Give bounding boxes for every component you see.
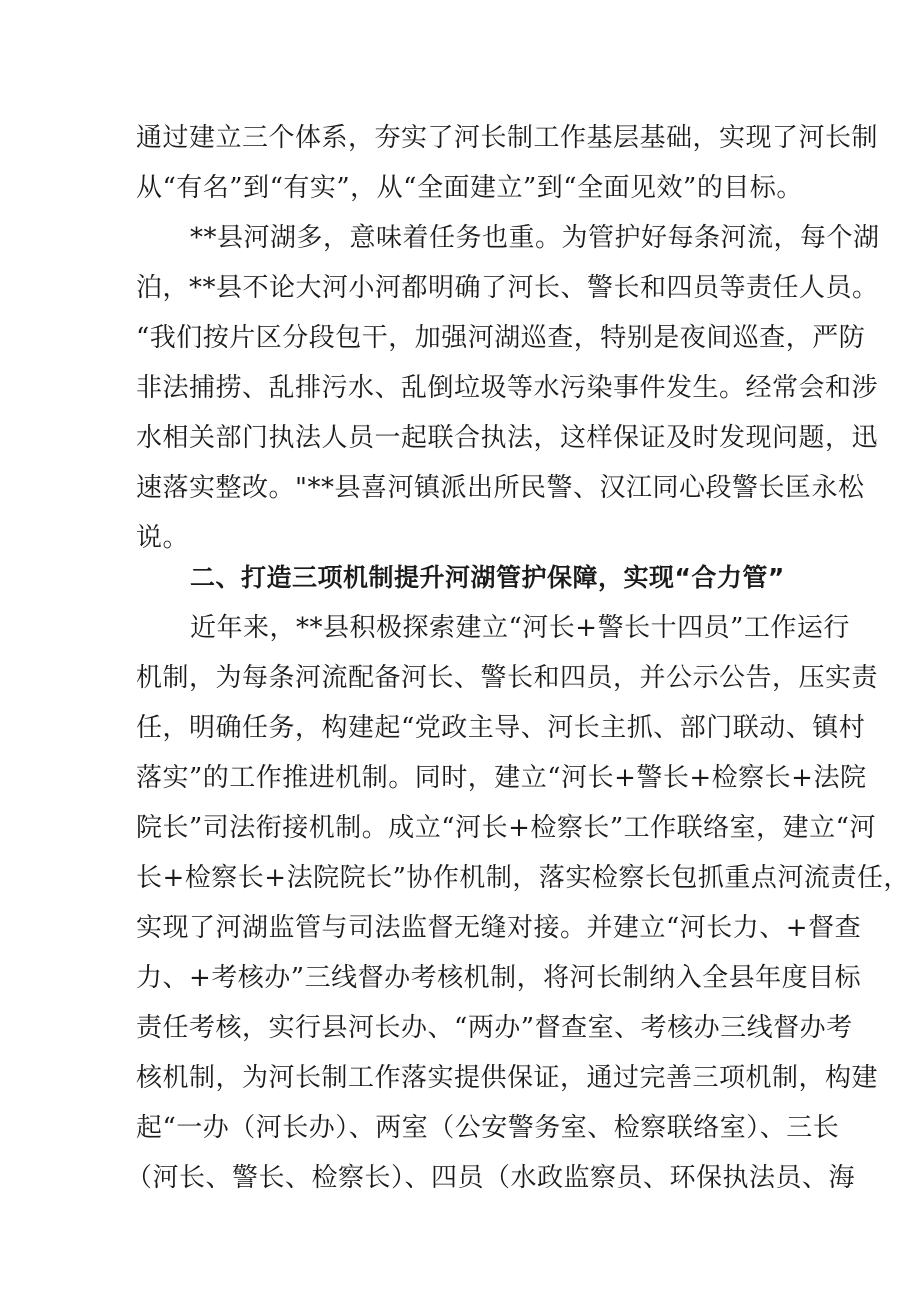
paragraph-line: 力、+考核办”三线督办考核机制，将河长制纳入全县年度目标 bbox=[136, 963, 862, 993]
paragraph-line: 机制，为每条河流配备河长、警长和四员，并公示公告，压实责 bbox=[136, 663, 879, 693]
paragraph-line: （河长、警长、检察长）、四员（水政监察员、环保执法员、海 bbox=[126, 1163, 856, 1193]
paragraph-line: 速落实整改。"**县喜河镇派出所民警、汉江同心段警长匡永松 bbox=[136, 473, 865, 503]
paragraph-line: 院长”司法衔接机制。成立“河长+检察长”工作联络室，建立“河 bbox=[136, 813, 876, 843]
paragraph-line: 从“有名”到“有实”，从“全面建立”到“全面见效”的目标。 bbox=[136, 173, 803, 203]
paragraph-line: 通过建立三个体系，夯实了河长制工作基层基础，实现了河长制 bbox=[136, 123, 879, 153]
paragraph-line: 长+检察长+法院院长”协作机制，落实检察长包抓重点河流责任， bbox=[136, 863, 910, 893]
paragraph-line: 落实”的工作推进机制。同时，建立“河长+警长+检察长+法院 bbox=[136, 763, 867, 793]
paragraph-line: 说。 bbox=[136, 523, 190, 553]
paragraph-line: 水相关部门执法人员一起联合执法，这样保证及时发现问题，迅 bbox=[136, 423, 879, 453]
paragraph-line: 责任考核，实行县河长办、“两办”督查室、考核办三线督办考 bbox=[136, 1013, 853, 1043]
section-heading: 二、打造三项机制提升河湖管护保障，实现“合力管” bbox=[190, 563, 785, 592]
paragraph-line: 近年来，**县积极探索建立“河长+警长十四员”工作运行 bbox=[190, 613, 850, 643]
paragraph-line: “我们按片区分段包干，加强河湖巡查，特别是夜间巡查，严防 bbox=[136, 323, 866, 353]
paragraph-line: 非法捕捞、乱排污水、乱倒垃圾等水污染事件发生。经常会和涉 bbox=[136, 373, 879, 403]
paragraph-line: 起“一办（河长办）、两室（公安警务室、检察联络室）、三长 bbox=[136, 1113, 840, 1143]
paragraph-line: **县河湖多，意味着任务也重。为管护好每条河流，每个湖 bbox=[190, 223, 880, 253]
paragraph-line: 核机制，为河长制工作落实提供保证，通过完善三项机制，构建 bbox=[136, 1063, 879, 1093]
paragraph-line: 实现了河湖监管与司法监督无缝对接。并建立“河长力、+督查 bbox=[136, 913, 862, 943]
paragraph-line: 任，明确任务，构建起“党政主导、河长主抓、部门联动、镇村 bbox=[136, 713, 866, 743]
paragraph-line: 泊，**县不论大河小河都明确了河长、警长和四员等责任人员。 bbox=[136, 273, 879, 303]
